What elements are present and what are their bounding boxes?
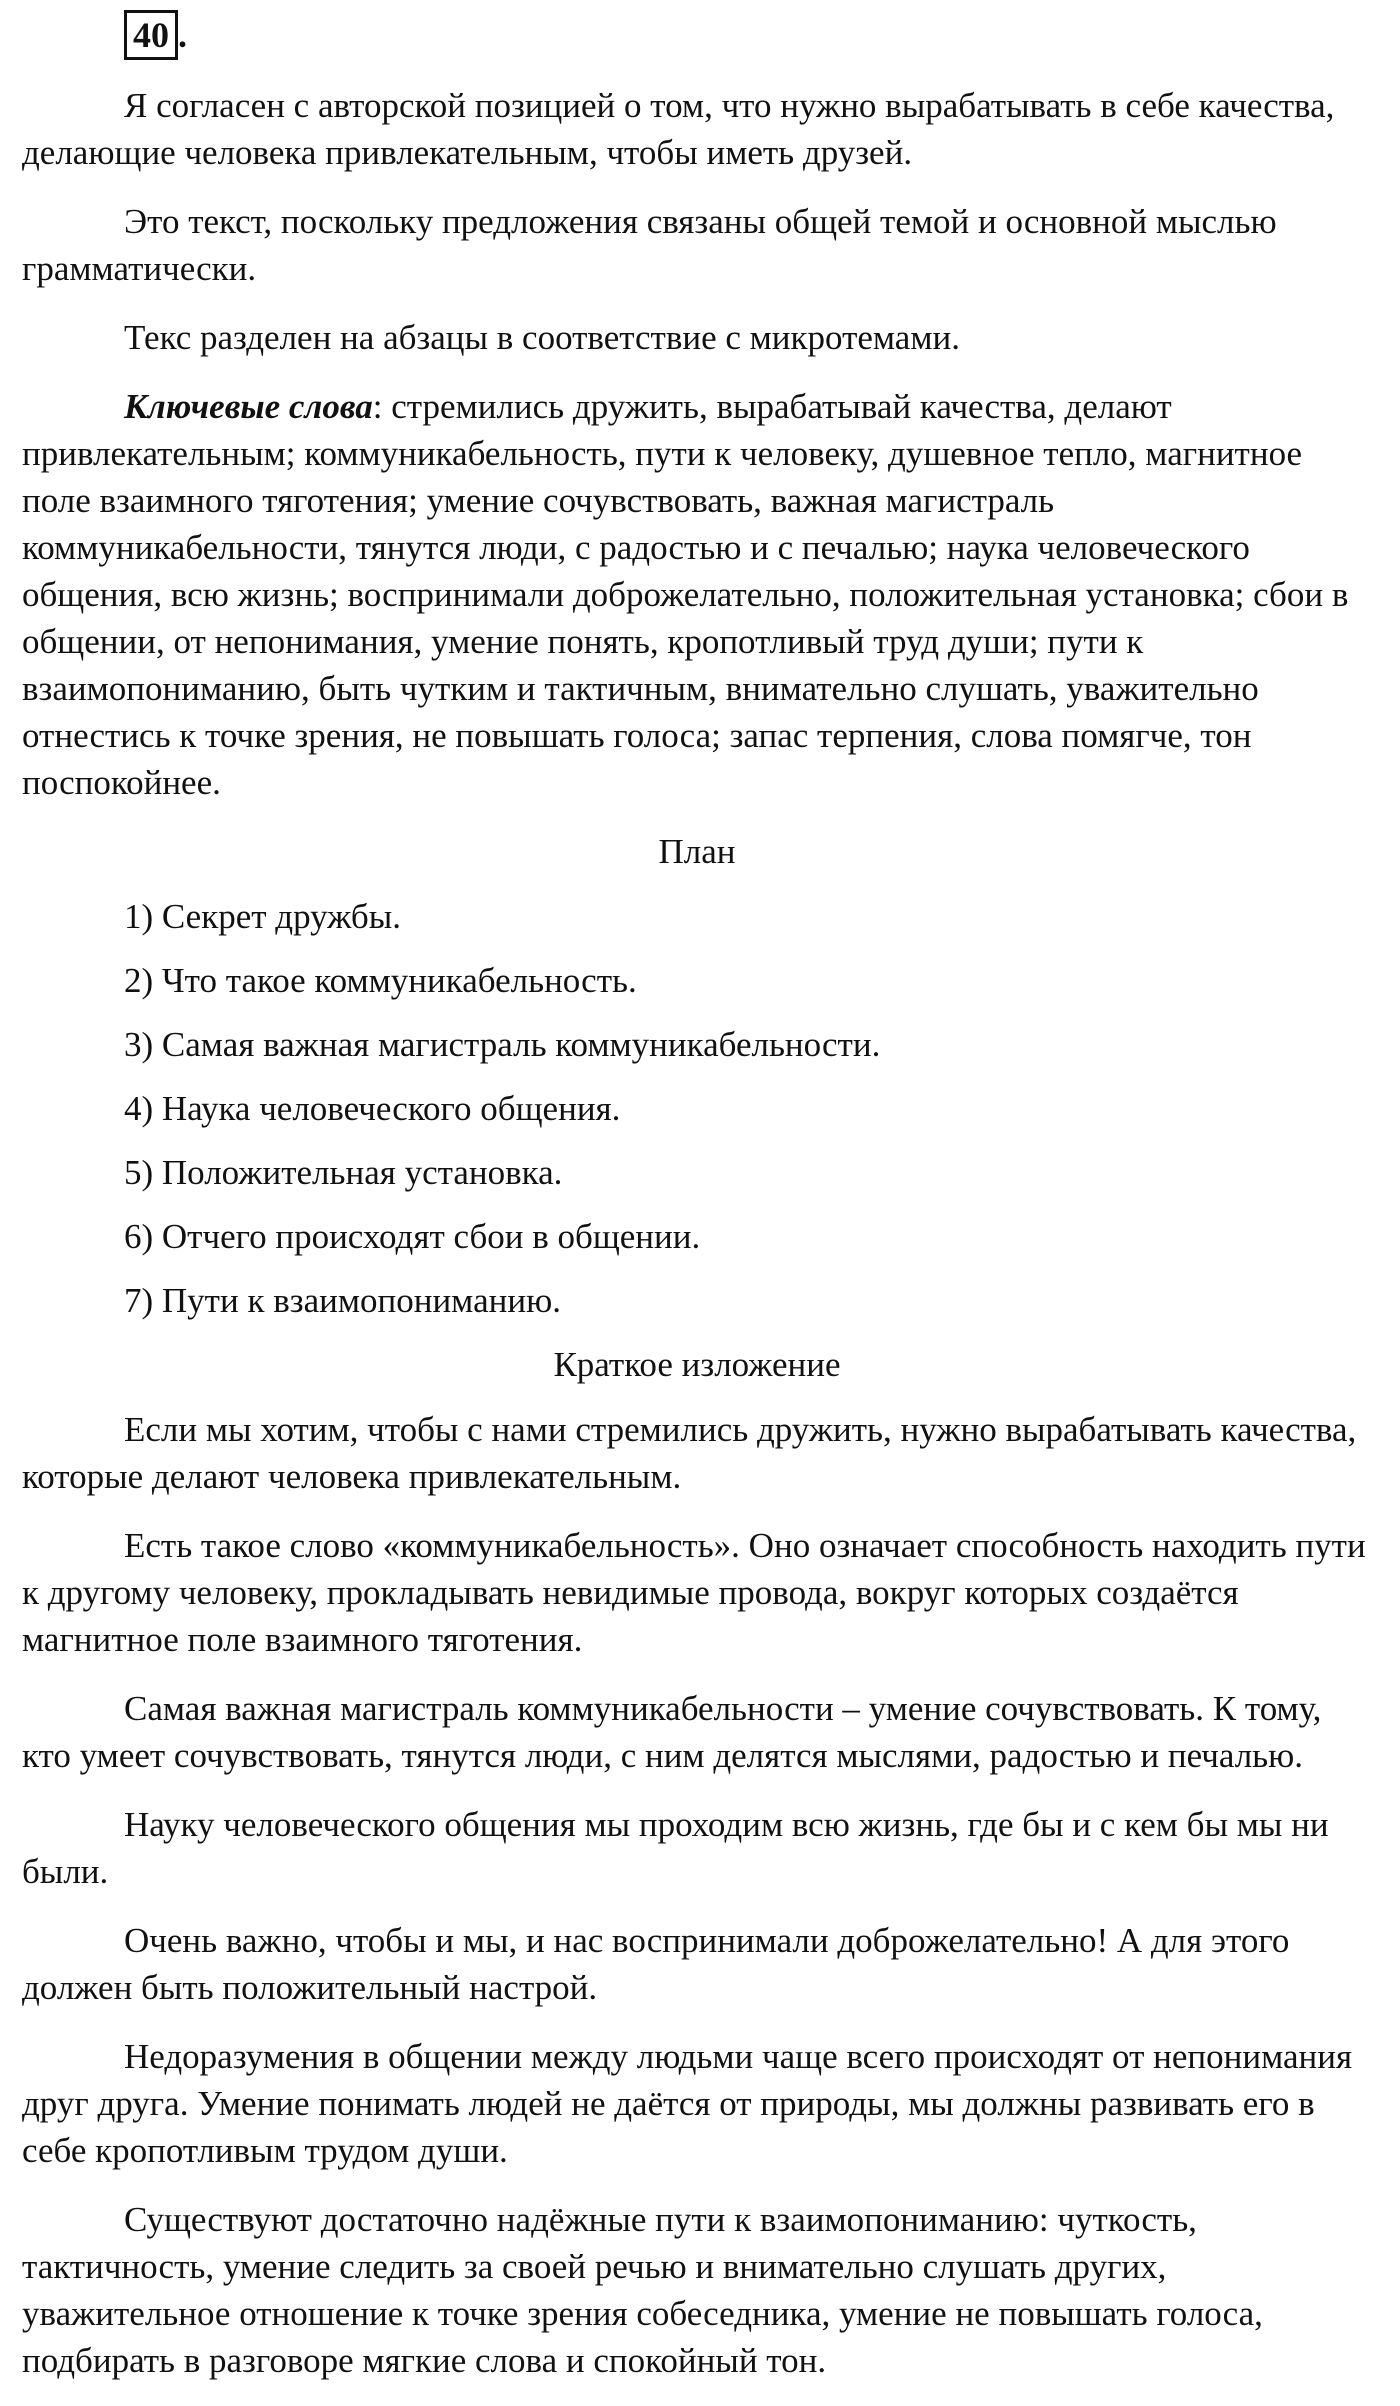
task-number-row [22, 10, 1372, 82]
task-number-box [124, 10, 178, 60]
intro-paragraph-1: Я согласен с авторской позицией о том, что нужно вырабатывать в себе качества, делающие человека привлекательным, чтобы иметь друзей. [22, 86, 1335, 172]
summary-paragraph: Если мы хотим, чтобы с нами стремились дружить, нужно вырабатывать качества, которые делают человека привлекательным. [22, 1410, 1357, 1496]
plan-item: 6) Отчего происходят сбои в общении. [124, 1217, 701, 1256]
summary-paragraph: Недоразумения в общении между людьми чаще всего происходят от непонимания друг друга. Умение понимать людей не даётся от природы, мы должны развивать его в себе кропотливым трудом души. [22, 2037, 1353, 2170]
plan-item: 4) Наука человеческого общения. [124, 1089, 621, 1128]
plan-heading: План [658, 832, 736, 871]
plan-item: 2) Что такое коммуникабельность. [124, 961, 637, 1000]
plan-item: 5) Положительная установка. [124, 1153, 563, 1192]
plan-item: 7) Пути к взаимопониманию. [124, 1281, 561, 1320]
summary-paragraph: Есть такое слово «коммуникабельность». Оно означает способность находить пути к другому человеку, прокладывать невидимые провода, вокруг которых создаётся магнитное поле взаимного тяготения. [22, 1526, 1366, 1659]
task-number-dot: . [178, 15, 187, 55]
summary-paragraph: Самая важная магистраль коммуникабельности – умение сочувствовать. К тому, кто умеет сочувствовать, тянутся люди, с ним делятся мыслями, радостью и печалью. [22, 1689, 1322, 1775]
keywords-paragraph [22, 383, 1372, 806]
task-number: 40 [133, 15, 169, 55]
summary-heading: Краткое изложение [553, 1345, 841, 1384]
keywords-text: : стремились дружить, вырабатывай качества, делают привлекательным; коммуникабельность, пути к человеку, душевное тепло, магнитное поле взаимного тяготения; умение сочувствовать, важная магистраль коммуникабельности, тянутся люди, с радостью и с печалью; наука человеческого общения, всю жизнь; воспринимали доброжелательно, положительная установка; сбои в общении, от непонимания, умение понять, кропотливый труд души; пути к взаимопониманию, быть чутким и тактичным, внимательно слушать, уважительно отнестись к точке зрения, не повышать голоса; запас терпения, слова помягче, тон поспокойнее. [22, 387, 1349, 802]
intro-paragraph-2: Это текст, поскольку предложения связаны общей темой и основной мыслью грамматически. [22, 202, 1277, 288]
plan-item: 3) Самая важная магистраль коммуникабельности. [124, 1025, 881, 1064]
intro-paragraph-3: Текс разделен на абзацы в соответствие с микротемами. [124, 318, 960, 357]
summary-paragraph: Науку человеческого общения мы проходим всю жизнь, где бы и с кем бы мы ни были. [22, 1805, 1329, 1891]
summary-paragraph: Очень важно, чтобы и мы, и нас воспринимали доброжелательно! А для этого должен быть положительный настрой. [22, 1921, 1290, 2007]
document-page [22, 10, 1372, 2406]
summary-paragraph: Существуют достаточно надёжные пути к взаимопониманию: чуткость, тактичность, умение следить за своей речью и внимательно слушать других, уважительное отношение к точке зрения собеседника, умение не повышать голоса, подбирать в разговоре мягкие слова и спокойный тон. [22, 2200, 1263, 2380]
plan-item: 1) Секрет дружбы. [124, 897, 401, 936]
keywords-label: Ключевые слова [124, 387, 373, 426]
